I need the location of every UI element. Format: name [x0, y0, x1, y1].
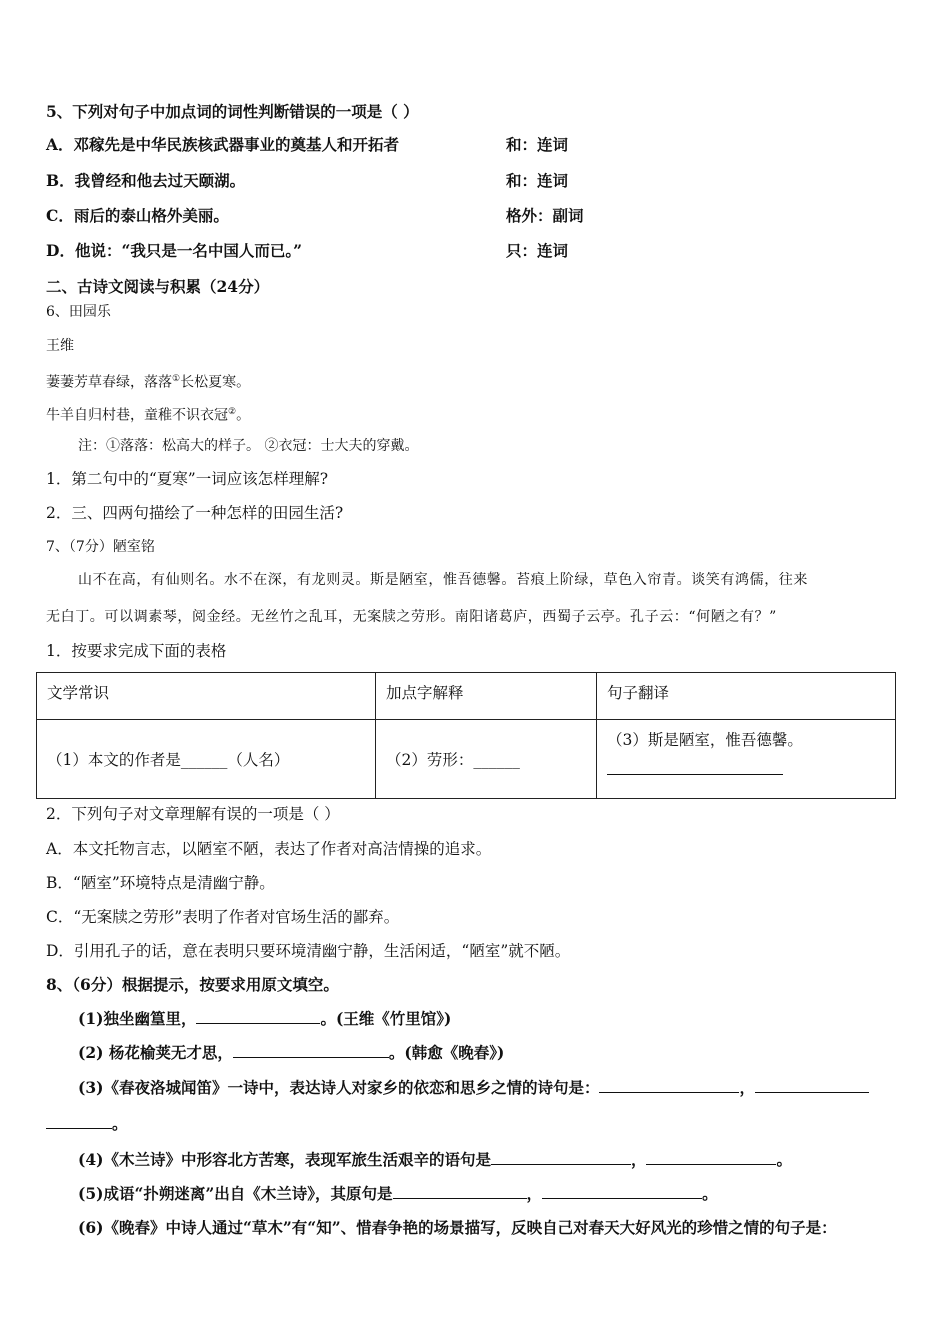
answer-blank [542, 1184, 702, 1199]
table-row [37, 720, 896, 799]
translation-prompt: （3）斯是陋室，惟吾德馨。 [607, 731, 803, 749]
q7-passage-line-2: 无白丁。可以调素琴，阅金经。无丝竹之乱耳，无案牍之劳形。南阳诸葛庐，西蜀子云亭。孔子云：“何陋之有？” [46, 609, 777, 625]
q7-answer-table [36, 672, 896, 799]
answer-blank [196, 1009, 320, 1024]
q5-option-text: C．雨后的泰山格外美丽。 [46, 206, 229, 225]
q7-title: 7、（7分）陋室铭 [46, 539, 155, 555]
item-text: ， [526, 1184, 543, 1203]
item-text: (4)《木兰诗》中形容北方苦寒，表现军旅生活艰辛的语句是 [78, 1150, 491, 1169]
q8-item-6: (6)《晚春》中诗人通过“草木”有“知”、惜春争艳的场景描写，反映自己对春天大好风光的珍惜之情的句子是： [78, 1218, 837, 1237]
table-header: 句子翻译 [597, 673, 896, 720]
table-cell: （2）劳形：______ [376, 720, 597, 799]
item-text: (2) 杨花榆荚无才思， [78, 1043, 233, 1062]
q6-subquestion-1: 1．第二句中的“夏寒”一词应该怎样理解? [46, 470, 329, 488]
item-text: (3)《春夜洛城闻笛》一诗中，表达诗人对家乡的依恋和思乡之情的诗句是： [78, 1078, 600, 1097]
answer-blank [393, 1184, 527, 1199]
poem-text: 萋萋芳草春绿，落落 [46, 374, 172, 391]
answer-blank [755, 1078, 869, 1093]
item-text: ， [739, 1078, 755, 1097]
q5-option-text: D．他说：“我只是一名中国人而已。” [46, 241, 303, 260]
q5-option-answer: 和：连词 [506, 171, 569, 190]
q5-option-answer: 格外：副词 [506, 206, 584, 225]
q7-subquestion-2: 2．下列句子对文章理解有误的一项是（ ） [46, 805, 340, 823]
item-text: ， [630, 1150, 647, 1169]
answer-blank [599, 1078, 739, 1093]
poem-text: 牛羊自归村巷，童稚不识衣冠 [46, 407, 228, 424]
footnote-mark: ① [172, 374, 181, 384]
q6-title: 6、田园乐 [46, 304, 111, 320]
q7-option-b: B．“陋室”环境特点是清幽宁静。 [46, 874, 275, 892]
q5-option-text: B．我曾经和他去过天颐湖。 [46, 171, 246, 190]
poem-text: 长松夏寒。 [180, 374, 251, 391]
item-text: (5)成语“扑朔迷离”出自《木兰诗》，其原句是 [78, 1184, 393, 1203]
answer-blank [646, 1150, 776, 1165]
table-header: 加点字解释 [376, 673, 597, 720]
q8-item-5 [78, 1183, 718, 1205]
item-text: (1)独坐幽篁里， [78, 1009, 197, 1028]
item-text: 。 [112, 1114, 128, 1133]
q5-option-a [46, 134, 906, 156]
q8-item-3-continued [46, 1113, 128, 1135]
q6-note: 注：①落落：松高大的样子。 ②衣冠：士大夫的穿戴。 [78, 438, 419, 454]
q7-passage-line-1: 山不在高，有仙则名。水不在深，有龙则灵。斯是陋室，惟吾德馨。苔痕上阶绿，草色入帘青。谈笑有鸿儒，往来 [78, 572, 808, 588]
footnote-mark: ② [228, 407, 237, 417]
answer-blank [607, 760, 783, 775]
q6-poem-line-1 [46, 368, 250, 394]
q6-poem-line-2 [46, 401, 250, 427]
q8-item-2 [78, 1042, 504, 1064]
q8-item-1 [78, 1008, 451, 1030]
q5-stem: 5、下列对句子中加点词的词性判断错误的一项是（ ） [46, 102, 419, 121]
answer-blank [233, 1043, 389, 1058]
item-text: 。(韩愈《晚春》) [388, 1043, 505, 1062]
table-cell [597, 720, 896, 799]
q5-option-answer: 和：连词 [506, 135, 569, 154]
q5-option-d [46, 240, 906, 262]
item-text: 。 [702, 1184, 718, 1203]
section-heading: 二、古诗文阅读与积累（24分） [46, 277, 270, 296]
poem-text: 。 [236, 407, 251, 424]
item-text: 。 [776, 1150, 792, 1169]
q8-item-3 [78, 1077, 869, 1099]
q8-item-4 [78, 1149, 792, 1171]
q8-title: 8、（6分）根据提示，按要求用原文填空。 [46, 975, 339, 994]
q5-option-c [46, 205, 906, 227]
item-text: 。(王维《竹里馆》) [320, 1009, 452, 1028]
q5-option-answer: 只：连词 [506, 241, 569, 260]
answer-blank [491, 1150, 631, 1165]
q6-subquestion-2: 2．三、四两句描绘了一种怎样的田园生活? [46, 504, 344, 522]
table-cell: （1）本文的作者是______（人名） [37, 720, 376, 799]
q7-option-a: A．本文托物言志，以陋室不陋，表达了作者对高洁情操的追求。 [46, 840, 492, 858]
table-header-row [37, 673, 896, 720]
answer-blank [46, 1114, 112, 1129]
q5-option-text: A．邓稼先是中华民族核武器事业的奠基人和开拓者 [46, 135, 400, 154]
q7-option-d: D．引用孔子的话，意在表明只要环境清幽宁静，生活闲适，“陋室”就不陋。 [46, 942, 571, 960]
q7-subquestion-1: 1．按要求完成下面的表格 [46, 642, 227, 660]
q6-author: 王维 [46, 338, 74, 354]
q7-option-c: C．“无案牍之劳形”表明了作者对官场生活的鄙弃。 [46, 908, 400, 926]
q5-option-b [46, 170, 906, 192]
table-header: 文学常识 [37, 673, 376, 720]
